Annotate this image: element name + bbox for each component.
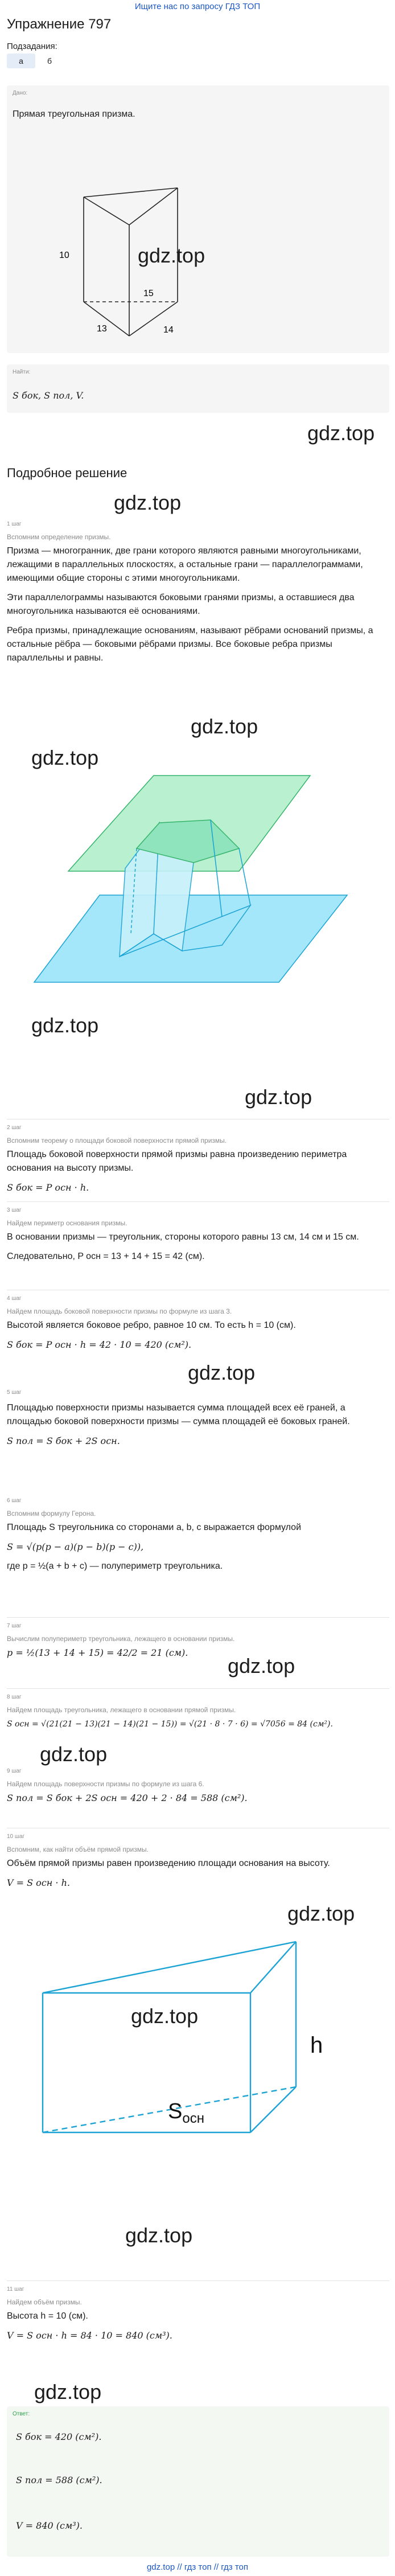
step-formula: V = S осн · h. <box>7 1877 70 1888</box>
answer-label: Ответ: <box>13 2411 30 2417</box>
step-10 <box>7 1833 389 1896</box>
step-tag: 2 шаг <box>7 1125 22 1131</box>
footer-links[interactable]: gdz.top // гдз топ // гдз топ <box>146 2562 249 2572</box>
find-card <box>7 364 389 413</box>
prism-top-back-edge <box>84 188 178 197</box>
watermark: gdz.top <box>307 421 375 445</box>
watermark: gdz.top <box>31 746 99 769</box>
step-text: Эти параллелограммы называются боковыми гранями призмы, а оставшиеся два многоугольника называются её основаниями. <box>7 593 355 616</box>
step-text: Объём прямой призмы равен произведению площади основания на высоту. <box>7 1859 330 1868</box>
step-9 <box>7 1768 389 1811</box>
given-text: Прямая треугольная призма. <box>13 109 135 119</box>
given-label: Дано: <box>13 90 28 96</box>
step-7 <box>7 1623 389 1666</box>
step-note: Вспомним определение призмы. <box>7 533 111 541</box>
subtasks-label: Подзадания: <box>7 42 57 51</box>
watermark: gdz.top <box>287 1902 355 1925</box>
step-formula: S бок = P осн · h = 42 · 10 = 420 (см²). <box>7 1339 192 1350</box>
step-formula: S пол = S бок + 2S осн. <box>7 1435 120 1446</box>
step-tag: 3 шаг <box>7 1207 22 1213</box>
step-note: Вспомним формулу Герона. <box>7 1509 96 1517</box>
watermark: gdz.top <box>228 1654 295 1677</box>
prism-top-right-edge <box>129 188 178 225</box>
divider <box>7 1688 389 1689</box>
find-text: S бок, S пол, V. <box>13 390 84 401</box>
step-text: В основании призмы — треугольник, стороны которого равны 13 см, 14 см и 15 см. <box>7 1232 359 1242</box>
step-text: Высотой является боковое ребро, равное 10 см. То есть h = 10 (см). <box>7 1320 296 1330</box>
find-label: Найти: <box>13 369 31 375</box>
step-formula: p = ½(13 + 14 + 15) = 42/2 = 21 (см). <box>7 1647 188 1658</box>
prism-top-left-edge <box>84 197 129 225</box>
given-card <box>7 85 389 353</box>
step-11 <box>7 2286 389 2348</box>
search-link[interactable]: Ищите нас по запросу ГДЗ ТОП <box>134 2 261 11</box>
label-s-base: $S_{осн}$ <box>168 2099 204 2126</box>
step-2 <box>7 1125 389 1200</box>
step-text: Площадь боковой поверхности прямой призмы равна произведению периметра основания на высоту призмы. <box>7 1150 347 1173</box>
step-note: Найдем периметр основания призмы. <box>7 1219 127 1227</box>
divider <box>7 1201 389 1202</box>
planes-figure <box>0 763 395 1002</box>
step-formula: S пол = S бок + 2S осн = 420 + 2 · 84 = 588 (см²). <box>7 1792 248 1803</box>
step-4 <box>7 1295 389 1357</box>
bottom-plane <box>34 895 347 982</box>
label-height: 10 <box>59 251 69 260</box>
divider <box>7 1617 389 1618</box>
step-tag: 10 шаг <box>7 1833 25 1840</box>
watermark: gdz.top <box>131 2004 199 2028</box>
watermark: gdz.top <box>31 1014 99 1037</box>
step-1 <box>7 521 389 671</box>
answer-line: S пол = 588 (см²). <box>16 2475 102 2485</box>
answer-line: V = 840 (см³). <box>16 2520 83 2531</box>
step-note: Вычислим полупериметр треугольника, лежащего в основании призмы. <box>7 1635 235 1643</box>
step-formula: S бок = P осн · h. <box>7 1182 89 1193</box>
step-tag: 7 шаг <box>7 1623 22 1629</box>
step-tag: 5 шаг <box>7 1389 22 1396</box>
page-title: Упражнение 797 <box>7 17 112 32</box>
step-tag: 6 шаг <box>7 1498 22 1504</box>
prism-figure <box>7 85 389 353</box>
step-5 <box>7 1389 389 1454</box>
step-formula: Следовательно, P осн = 13 + 14 + 15 = 42 (см). <box>7 1252 205 1261</box>
label-base-c: 15 <box>143 289 154 298</box>
watermark: gdz.top <box>34 2380 102 2403</box>
step-tag: 1 шаг <box>7 521 22 527</box>
step-note: Найдем площадь боковой поверхности призмы по формуле из шага 3. <box>7 1307 232 1315</box>
step-text: Ребра призмы, принадлежащие основаниям, называют рёбрами оснований призмы, а остальные рёбра — боковыми рёбрами призмы. Все боковые ребра призмы параллельны и равны. <box>7 626 373 663</box>
step-note: Найдем площадь треугольника, лежащего в основании прямой призмы. <box>7 1706 236 1714</box>
label-h: h <box>310 2033 323 2058</box>
step-tag: 4 шаг <box>7 1295 22 1302</box>
tab-a[interactable]: а <box>7 54 35 68</box>
step-8 <box>7 1694 389 1737</box>
solution-heading: Подробное решение <box>7 466 127 480</box>
step-note: Найдем объём призмы. <box>7 2298 82 2306</box>
step-text: Высота h = 10 (см). <box>7 2311 88 2321</box>
step-formula: S = √(p(p − a)(p − b)(p − c)), <box>7 1541 144 1552</box>
step-formula: V = S осн · h = 84 · 10 = 840 (см³). <box>7 2330 172 2341</box>
watermark: gdz.top <box>191 715 258 738</box>
step-text: Площадью поверхности призмы называется сумма площадей всех её граней, а площадью боковой поверхности призмы — сумма площадей её боковых граней. <box>7 1403 350 1426</box>
watermark: gdz.top <box>245 1085 312 1109</box>
step-note: Вспомним теорему о площади боковой поверхности прямой призмы. <box>7 1137 227 1145</box>
watermark: gdz.top <box>40 1742 108 1766</box>
watermark: gdz.top <box>114 491 182 514</box>
step-formula: S осн = √(21(21 − 13)(21 − 14)(21 − 15)) = √(21 · 8 · 7 · 6) = √7056 = 84 (см²). <box>7 1720 333 1729</box>
label-base-b: 14 <box>163 325 174 335</box>
step-tag: 9 шаг <box>7 1768 22 1774</box>
answer-card <box>7 2406 389 2557</box>
step-note: Вспомним, как найти объём прямой призмы. <box>7 1845 149 1853</box>
watermark: gdz.top <box>188 1361 256 1384</box>
step-6 <box>7 1498 389 1579</box>
step-formula: где p = ½(a + b + c) — полупериметр треугольника. <box>7 1561 223 1571</box>
step-text: Площадь S треугольника со сторонами a, b, c выражается формулой <box>7 1523 301 1532</box>
step-note: Найдем площадь поверхности призмы по формуле из шага 6. <box>7 1780 204 1788</box>
watermark: gdz.top <box>125 2224 193 2247</box>
subtask-tabs <box>7 54 395 71</box>
tab-b[interactable]: б <box>47 56 52 65</box>
watermark: gdz.top <box>138 244 205 267</box>
step-tag: 11 шаг <box>7 2286 24 2292</box>
divider <box>7 2280 389 2281</box>
volume-prism-figure <box>0 1925 395 2164</box>
step-text: Призма — многогранник, две грани которого являются равными многоугольниками, лежащими в параллельных плоскостях, а остальные грани — параллелограммами, имеющими общие стороны с этими многоугольниками. <box>7 546 363 583</box>
step-3 <box>7 1207 389 1269</box>
label-base-a: 13 <box>97 324 107 334</box>
answer-line: S бок = 420 (см²). <box>16 2431 102 2442</box>
step-tag: 8 шаг <box>7 1694 22 1700</box>
